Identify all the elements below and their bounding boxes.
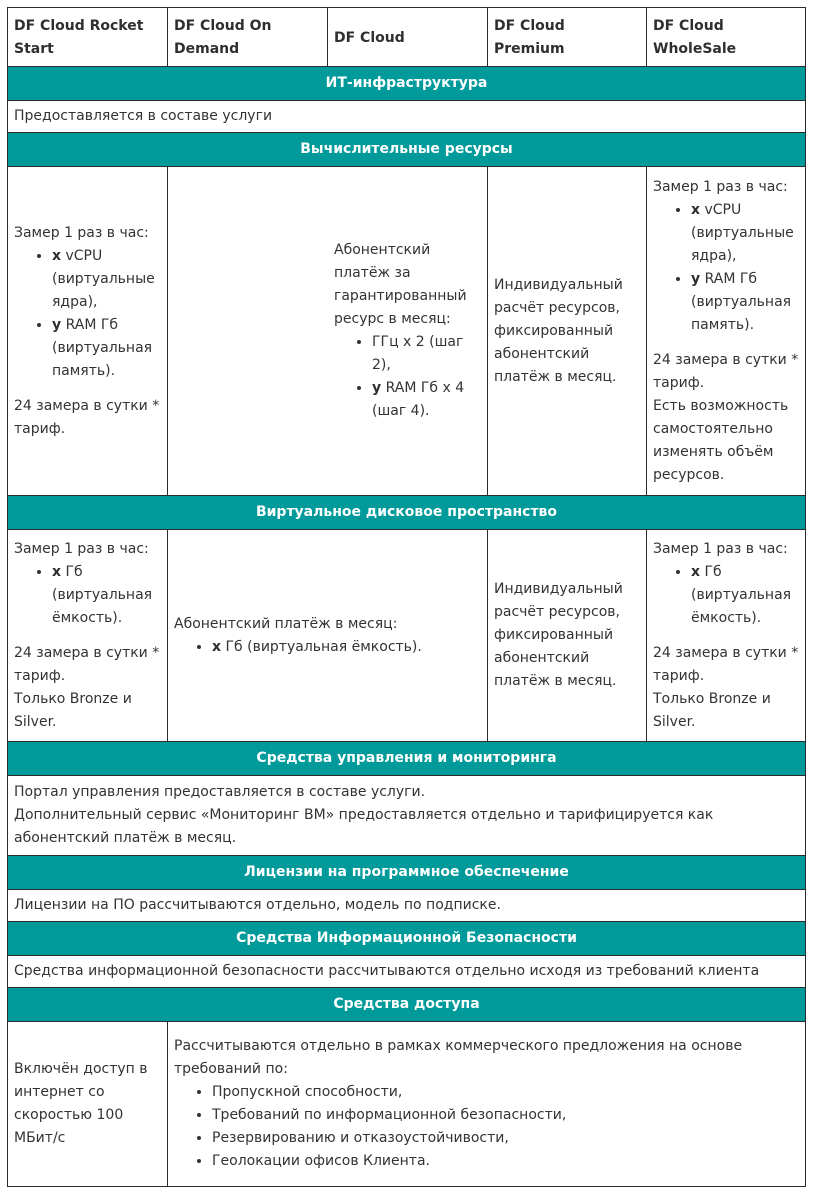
disk-note: Только Bronze и Silver. — [653, 690, 771, 730]
list-item: • x vCPU (виртуальные ядра), — [52, 245, 161, 314]
section-mgmt-header — [8, 742, 806, 776]
compute-after: 24 замера в сутки * тариф. — [14, 397, 160, 437]
header-rocket-start: DF Cloud Rocket Start — [8, 8, 168, 67]
disk-after: 24 замера в сутки * тариф. — [653, 644, 799, 684]
disk-rocket-start — [8, 530, 168, 742]
disk-after: 24 замера в сутки * тариф. — [14, 644, 160, 684]
list-item: • x Гб (виртуальная ёмкость). — [212, 636, 481, 659]
header-df-cloud: DF Cloud — [328, 8, 488, 67]
list-item: • Резервированию и отказоустойчивости, — [212, 1127, 799, 1150]
mgmt-line: Портал управления предоставляется в составе услуги. — [14, 784, 426, 800]
access-intro: Рассчитываются отдельно в рамках коммерческого предложения на основе требований по: — [174, 1038, 743, 1077]
section-disk-row — [8, 530, 806, 742]
header-on-demand: DF Cloud On Demand — [168, 8, 328, 67]
section-title: ИТ-инфраструктура — [8, 67, 806, 101]
list-item: • Требований по информационной безопасности, — [212, 1104, 799, 1127]
section-access-row — [8, 1022, 806, 1187]
section-access-header — [8, 988, 806, 1022]
compute-subscription-list — [334, 331, 481, 423]
disk-subscription-list — [174, 636, 481, 659]
compute-intro: Замер 1 раз в час: — [653, 178, 788, 195]
section-security-row — [8, 956, 806, 988]
list-item: • Геолокации офисов Клиента. — [212, 1150, 799, 1173]
section-mgmt-row — [8, 776, 806, 856]
section-title: Средства доступа — [8, 988, 806, 1022]
compute-list — [14, 245, 161, 383]
section-security-header — [8, 922, 806, 956]
header-wholesale: DF Cloud WholeSale — [647, 8, 806, 67]
list-item: • x Гб (виртуальная ёмкость). — [691, 561, 799, 630]
mgmt-line: Дополнительный сервис «Мониторинг ВМ» предоставляется отдельно и тарифицируется как абонентский платёж в месяц. — [14, 807, 714, 846]
list-item: • y RAM Гб х 4 (шаг 4). — [372, 377, 481, 423]
list-item: • y RAM Гб (виртуальная память). — [691, 268, 799, 337]
section-license-row — [8, 890, 806, 922]
list-item: • x Гб (виртуальная ёмкость). — [52, 561, 161, 630]
section-disk-header — [8, 496, 806, 530]
section-title: Виртуальное дисковое пространство — [8, 496, 806, 530]
compute-rocket-start — [8, 167, 168, 496]
header-row — [8, 8, 806, 67]
license-text: Лицензии на ПО рассчитываются отдельно, модель по подписке. — [8, 890, 806, 922]
access-others — [168, 1022, 806, 1187]
compute-after: 24 замера в сутки * тариф. — [653, 351, 799, 391]
section-it-row — [8, 101, 806, 133]
disk-list — [653, 561, 799, 630]
tariff-table — [7, 7, 806, 1187]
section-it-header — [8, 67, 806, 101]
section-title: Вычислительные ресурсы — [8, 133, 806, 167]
disk-intro: Замер 1 раз в час: — [14, 540, 149, 557]
compute-intro: Замер 1 раз в час: — [14, 224, 149, 241]
disk-subscription-intro: Абонентский платёж в месяц: — [174, 615, 398, 632]
disk-on-demand-df-cloud — [168, 530, 488, 742]
compute-note: Есть возможность самостоятельно изменять объём ресурсов. — [653, 397, 789, 483]
compute-subscription-intro: Абонентский платёж за гарантированный ресурс в месяц: — [334, 242, 467, 327]
disk-intro: Замер 1 раз в час: — [653, 540, 788, 557]
compute-wholesale — [647, 167, 806, 496]
section-title: Средства управления и мониторинга — [8, 742, 806, 776]
security-text: Средства информационной безопасности рассчитываются отдельно исходя из требований клиента — [8, 956, 806, 988]
compute-premium: Индивидуальный расчёт ресурсов, фиксированный абонентский платёж в месяц. — [488, 167, 647, 496]
mgmt-text — [8, 776, 806, 856]
compute-list — [653, 199, 799, 337]
disk-note: Только Bronze и Silver. — [14, 690, 132, 730]
list-item: • x vCPU (виртуальные ядра), — [691, 199, 799, 268]
section-title: Средства Информационной Безопасности — [8, 922, 806, 956]
section-compute-header — [8, 133, 806, 167]
compute-on-demand-df-cloud — [168, 167, 488, 496]
section-license-header — [8, 856, 806, 890]
access-rocket-start: Включён доступ в интернет со скоростью 100 МБит/с — [8, 1022, 168, 1187]
list-item: • y RAM Гб (виртуальная память). — [52, 314, 161, 383]
it-text: Предоставляется в составе услуги — [8, 101, 806, 133]
section-title: Лицензии на программное обеспечение — [8, 856, 806, 890]
list-item: • ГГц х 2 (шаг 2), — [372, 331, 481, 377]
header-premium: DF Cloud Premium — [488, 8, 647, 67]
access-list — [174, 1081, 799, 1173]
disk-wholesale — [647, 530, 806, 742]
disk-premium: Индивидуальный расчёт ресурсов, фиксированный абонентский платёж в месяц. — [488, 530, 647, 742]
disk-list — [14, 561, 161, 630]
section-compute-row — [8, 167, 806, 496]
list-item: • Пропускной способности, — [212, 1081, 799, 1104]
